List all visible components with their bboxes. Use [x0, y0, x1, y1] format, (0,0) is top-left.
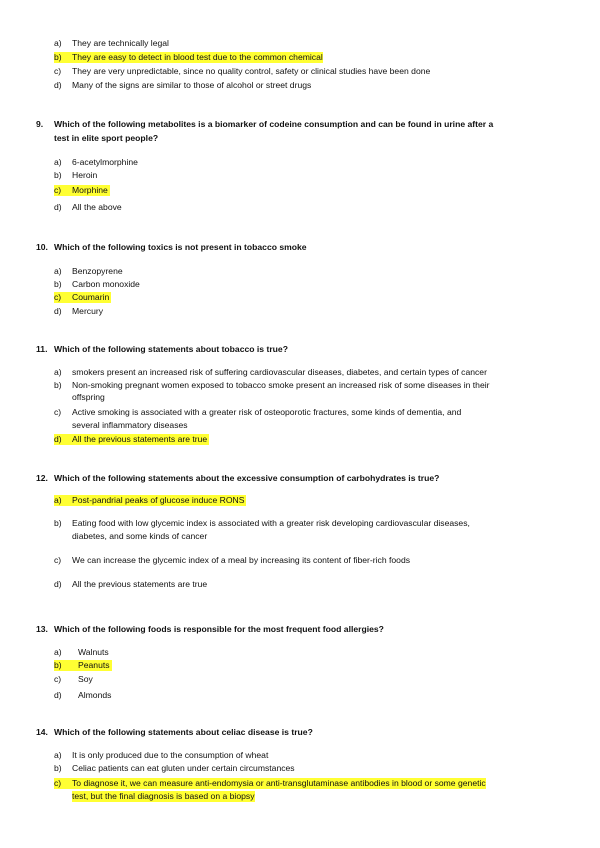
option-letter: a): [54, 750, 62, 760]
question-text: Which of the following statements about the excessive consumption of carbohydrates is true?: [54, 473, 440, 483]
option-text: We can increase the glycemic index of a meal by increasing its content of fiber-rich foods: [72, 555, 411, 565]
option-text-highlighted: Coumarin: [72, 292, 110, 302]
question-text: Which of the following statements about tobacco is true?: [54, 344, 288, 354]
option-letter: d): [54, 434, 74, 445]
option-text-highlighted: To diagnose it, we can measure anti-endomysia or anti-transglutaminase antibodies in blood or some genetic: [72, 778, 486, 788]
option-letter: c): [54, 555, 62, 565]
option-text: Benzopyrene: [72, 266, 123, 276]
option-letter: d): [54, 690, 62, 700]
option-letter: b): [54, 518, 62, 528]
question-number: 10.: [36, 242, 48, 252]
option-text: Active smoking is associated with a greater risk of osteoporotic fractures, some kinds of dementia, and: [72, 407, 462, 417]
option-letter: c): [54, 778, 74, 789]
option-letter: a): [54, 367, 62, 377]
question-text: test in elite sport people?: [54, 133, 159, 143]
option-letter: a): [54, 495, 74, 506]
option-text: several inflammatory diseases: [72, 420, 188, 430]
option-letter: b): [54, 380, 62, 390]
question-text: Which of the following toxics is not present in tobacco smoke: [54, 242, 307, 252]
option-letter: d): [54, 306, 62, 316]
question-number: 11.: [36, 344, 48, 354]
option-text: They are technically legal: [72, 38, 169, 48]
question-text: Which of the following metabolites is a biomarker of codeine consumption and can be found in urine after a: [54, 119, 494, 129]
option-text-highlighted: Peanuts: [78, 660, 110, 670]
option-text: Many of the signs are similar to those of alcohol or street drugs: [72, 80, 312, 90]
option-letter: b): [54, 170, 62, 180]
option-text-highlighted: Post-pandrial peaks of glucose induce RONS: [72, 495, 245, 505]
option-text: offspring: [72, 392, 105, 402]
option-letter: a): [54, 266, 62, 276]
option-letter: b): [54, 52, 74, 63]
question-text: Which of the following foods is responsible for the most frequent food allergies?: [54, 624, 384, 634]
option-letter: a): [54, 647, 62, 657]
option-text: Heroin: [72, 170, 98, 180]
option-letter: d): [54, 80, 62, 90]
option-letter: b): [54, 763, 62, 773]
option-text: Mercury: [72, 306, 104, 316]
option-letter: d): [54, 579, 62, 589]
option-text: smokers present an increased risk of suffering cardiovascular diseases, diabetes, and certain types of cancer: [72, 367, 487, 377]
option-letter: c): [54, 407, 62, 417]
option-letter: c): [54, 292, 74, 303]
question-text: Which of the following statements about celiac disease is true?: [54, 727, 313, 737]
option-letter: d): [54, 202, 62, 212]
option-letter: a): [54, 157, 62, 167]
question-number: 13.: [36, 624, 48, 634]
option-text: diabetes, and some kinds of cancer: [72, 531, 208, 541]
option-text: Carbon monoxide: [72, 279, 140, 289]
option-text: Almonds: [78, 690, 112, 700]
option-letter: a): [54, 38, 62, 48]
option-text: All the previous statements are true: [72, 579, 208, 589]
option-text-highlighted: All the previous statements are true: [72, 434, 208, 444]
option-text: Non-smoking pregnant women exposed to tobacco smoke present an increased risk of some diseases in their: [72, 380, 490, 390]
option-text: Soy: [78, 674, 93, 684]
question-number: 12.: [36, 473, 48, 483]
option-text: All the above: [72, 202, 122, 212]
option-letter: b): [54, 279, 62, 289]
option-text: Eating food with low glycemic index is associated with a greater risk developing cardiovascular diseases,: [72, 518, 470, 528]
option-text-highlighted: Morphine: [72, 185, 108, 195]
option-letter: b): [54, 660, 78, 671]
question-number: 14.: [36, 727, 48, 737]
option-text: It is only produced due to the consumption of wheat: [72, 750, 269, 760]
option-letter: c): [54, 185, 74, 196]
question-number: 9.: [36, 119, 44, 129]
option-letter: c): [54, 66, 62, 76]
option-letter: c): [54, 674, 62, 684]
option-text: They are very unpredictable, since no quality control, safety or clinical studies have been done: [72, 66, 431, 76]
option-text: Celiac patients can eat gluten under certain circumstances: [72, 763, 295, 773]
option-text: 6-acetylmorphine: [72, 157, 138, 167]
option-text-highlighted: test, but the final diagnosis is based on a biopsy: [72, 791, 255, 801]
option-text-highlighted: They are easy to detect in blood test due to the common chemical: [72, 52, 323, 62]
option-text: Walnuts: [78, 647, 109, 657]
